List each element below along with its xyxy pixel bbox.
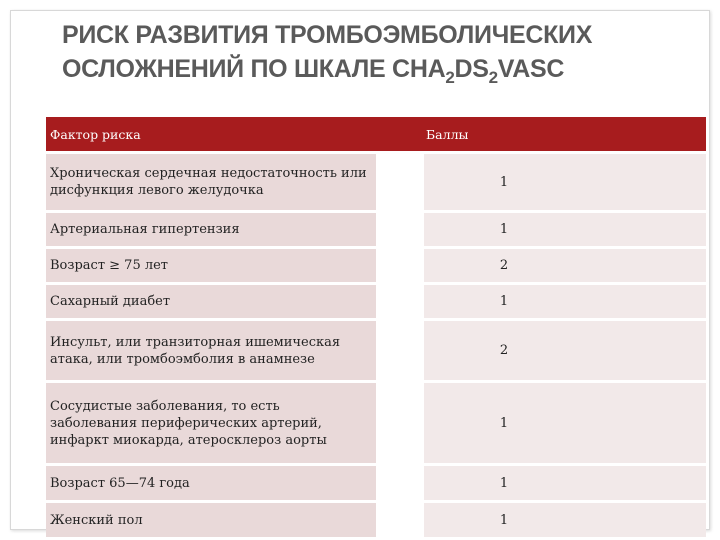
table-row xyxy=(46,249,706,282)
title-subscript-2: 2 xyxy=(488,68,498,87)
title-line-2-mid: DS xyxy=(454,55,489,83)
title-subscript-1: 2 xyxy=(445,68,455,87)
row-factor: Артериальная гипертензия xyxy=(46,213,376,246)
slide-title xyxy=(62,18,702,86)
row-factor: Женский пол xyxy=(46,503,376,537)
table-row xyxy=(46,285,706,318)
row-points: 2 xyxy=(424,321,706,380)
row-factor: Возраст 65—74 года xyxy=(46,466,376,500)
row-factor: Сахарный диабет xyxy=(46,285,376,318)
risk-factor-table xyxy=(46,117,706,537)
row-points: 1 xyxy=(424,466,706,500)
title-line-2 xyxy=(62,52,702,86)
row-factor: Хроническая сердечная недостаточность или дисфункция левого желудочка xyxy=(46,154,376,210)
row-points: 1 xyxy=(424,285,706,318)
table-row xyxy=(46,154,706,210)
header-points: Баллы xyxy=(426,126,469,142)
row-factor: Сосудистые заболевания, то есть заболевания периферических артерий, инфаркт миокарда, атеросклероз аорты xyxy=(46,383,376,463)
table-row xyxy=(46,503,706,537)
row-points: 2 xyxy=(424,249,706,282)
row-points: 1 xyxy=(424,213,706,246)
row-factor: Возраст ≥ 75 лет xyxy=(46,249,376,282)
table-row xyxy=(46,383,706,463)
table-row xyxy=(46,321,706,380)
row-points: 1 xyxy=(424,503,706,537)
row-points: 1 xyxy=(424,383,706,463)
row-factor: Инсульт, или транзиторная ишемическая атака, или тромбоэмболия в анамнезе xyxy=(46,321,376,380)
table-row xyxy=(46,213,706,246)
title-line-2-prefix: ОСЛОЖНЕНИЙ ПО ШКАЛЕ CHA xyxy=(62,55,446,83)
table-header-row xyxy=(46,117,706,151)
row-points: 1 xyxy=(424,154,706,210)
header-factor: Фактор риска xyxy=(50,126,141,142)
title-line-2-suffix: VASC xyxy=(497,55,565,83)
title-line-1: РИСК РАЗВИТИЯ ТРОМБОЭМБОЛИЧЕСКИХ xyxy=(62,21,593,49)
table-row xyxy=(46,466,706,500)
